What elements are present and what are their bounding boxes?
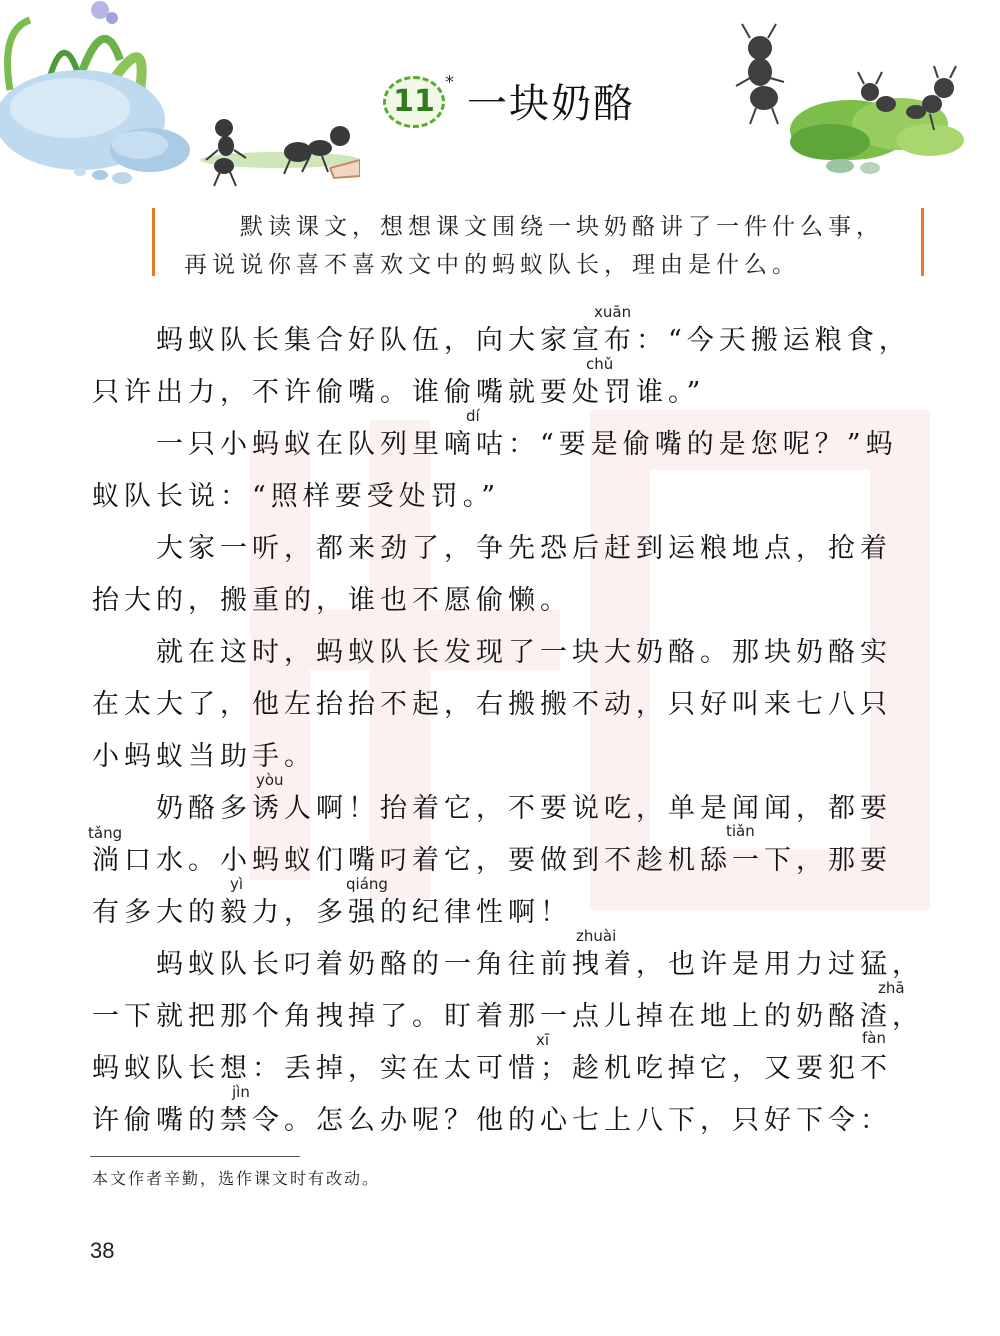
pinyin-annotation: yì <box>230 875 244 893</box>
body-line: 奶酪多诱人啊！抬着它，不要说吃，单是闻闻，都要 <box>156 793 892 824</box>
body-line: 只许出力，不许偷嘴。谁偷嘴就要处罚谁。” <box>92 377 706 408</box>
pinyin-annotation: jìn <box>232 1083 250 1101</box>
pinyin-annotation: qiáng <box>346 875 388 893</box>
body-line: 蚂蚁队长叼着奶酪的一角往前拽着，也许是用力过猛， <box>156 949 924 980</box>
prompt-line: 再说说你喜不喜欢文中的蚂蚁队长，理由是什么。 <box>184 252 800 278</box>
body-line: 小蚂蚁当助手。 <box>92 741 316 772</box>
pinyin-annotation: xuān <box>594 303 632 321</box>
body-line: 一只小蚂蚁在队列里嘀咕：“要是偷嘴的是您呢？”蚂 <box>156 429 898 460</box>
lesson-number-badge: 11 <box>383 76 445 128</box>
prompt-bar-right <box>921 208 924 276</box>
pinyin-annotation: xī <box>536 1031 550 1049</box>
footnote: 本文作者辛勤，选作课文时有改动。 <box>92 1169 381 1188</box>
body-line: 一下就把那个角拽掉了。盯着那一点儿掉在地上的奶酪渣， <box>92 1001 924 1032</box>
prompt-bar-left <box>152 208 155 276</box>
pinyin-annotation: yòu <box>256 771 284 789</box>
pinyin-annotation: fàn <box>862 1029 886 1047</box>
body-line: 蚂蚁队长集合好队伍，向大家宣布：“今天搬运粮食， <box>156 325 911 356</box>
lesson-title: 一块奶酪 <box>467 81 635 127</box>
body-line: 就在这时，蚂蚁队长发现了一块大奶酪。那块奶酪实 <box>156 637 892 668</box>
body-line: 许偷嘴的禁令。怎么办呢？他的心七上八下，只好下令： <box>92 1105 892 1136</box>
body-line: 有多大的毅力，多强的纪律性啊！ <box>92 897 572 928</box>
body-line: 抬大的，搬重的，谁也不愿偷懒。 <box>92 585 572 616</box>
reading-prompt <box>148 206 928 278</box>
pinyin-annotation: dí <box>466 407 480 425</box>
pinyin-annotation: zhuài <box>576 927 617 945</box>
ants-illustration-right <box>720 20 1000 180</box>
body-line: 大家一听，都来劲了，争先恐后赶到运粮地点，抢着 <box>156 533 892 564</box>
page-number: 38 <box>90 1238 115 1263</box>
pinyin-annotation: zhā <box>878 979 905 997</box>
pinyin-annotation: chǔ <box>586 355 614 373</box>
body-line: 淌口水。小蚂蚁们嘴叼着它，要做到不趁机舔一下，那要 <box>92 845 892 876</box>
self-study-star: * <box>445 72 454 93</box>
ants-illustration-left <box>0 0 360 200</box>
body-line: 在太大了，他左抬抬不起，右搬搬不动，只好叫来七八只 <box>92 689 892 720</box>
pinyin-annotation: tiǎn <box>726 822 755 840</box>
body-line: 蚁队长说：“照样要受处罚。” <box>92 481 501 512</box>
footnote-divider <box>90 1156 300 1157</box>
prompt-line: 默读课文，想想课文围绕一块奶酪讲了一件什么事， <box>240 214 884 240</box>
pinyin-annotation: tǎng <box>88 824 123 842</box>
body-line: 蚂蚁队长想：丢掉，实在太可惜；趁机吃掉它，又要犯不 <box>92 1053 892 1084</box>
